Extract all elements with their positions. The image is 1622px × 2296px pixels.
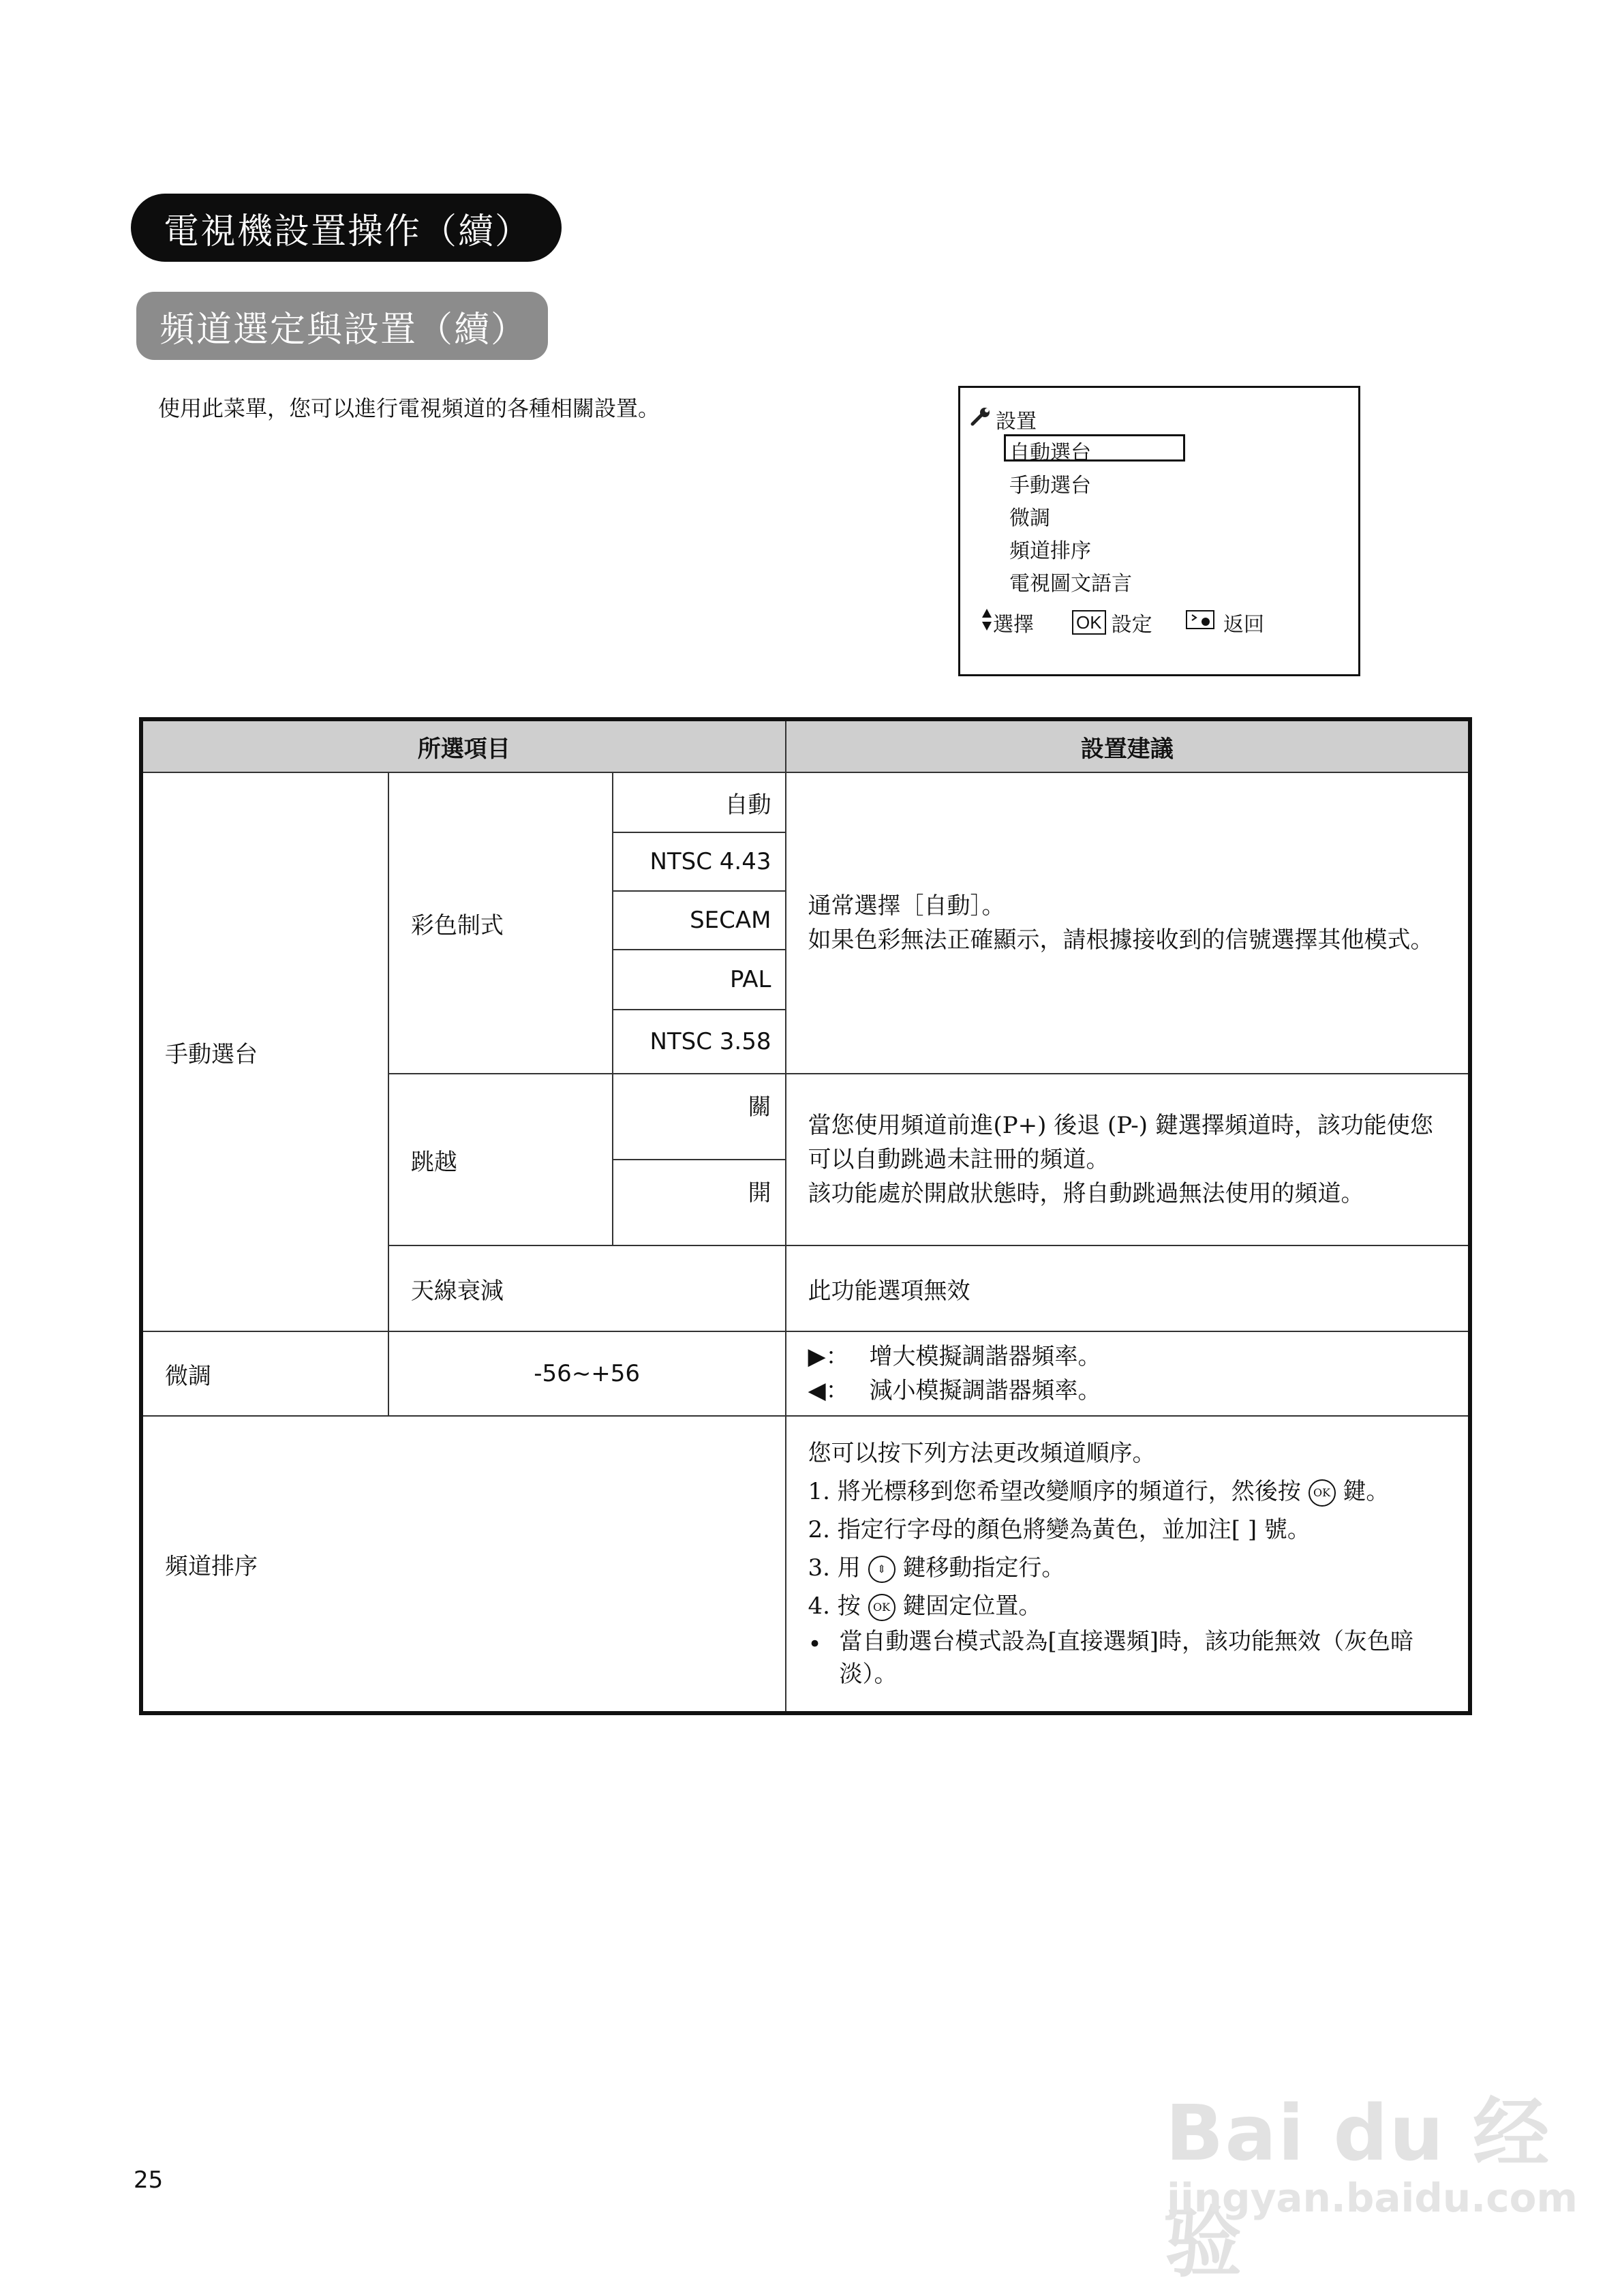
- skip-option-off: 關: [613, 1074, 786, 1160]
- settings-menu-illustration: [958, 386, 1360, 676]
- manual-tune-label: 手動選台: [141, 772, 388, 1331]
- attenuator-label: 天線衰減: [388, 1245, 786, 1331]
- color-system-label: 彩色制式: [388, 772, 613, 1074]
- updown-button-icon: ⇕: [868, 1556, 896, 1583]
- menu-footer-back: 返回: [1185, 607, 1264, 637]
- table-row: [141, 1331, 1470, 1416]
- menu-title: 設置: [970, 404, 1037, 434]
- color-option-auto: 自動: [613, 772, 786, 832]
- ok-button-icon: OK: [1309, 1479, 1336, 1507]
- ok-button-icon: OK: [868, 1594, 896, 1621]
- baidu-watermark-url: jingyan.baidu.com: [1167, 2175, 1578, 2221]
- color-system-advice: 通常選擇［自動］。 如果色彩無法正確顯示，請根據接收到的信號選擇其他模式。: [786, 772, 1471, 1074]
- menu-item-auto-tune: 自動選台: [1009, 441, 1091, 465]
- fine-tune-range: -56~+56: [388, 1331, 786, 1416]
- sort-step: 2. 指定行字母的顏色將變為黃色，並加注[ ] 號。: [808, 1516, 1311, 1543]
- header-selected-item: 所選項目: [141, 719, 786, 772]
- ok-key-icon: OK: [1072, 610, 1106, 635]
- section-title: 電視機設置操作（續）: [164, 211, 532, 252]
- menu-item-fine-tune: 微調: [1009, 507, 1050, 530]
- return-key-icon: [1185, 608, 1218, 637]
- skip-option-on: 開: [613, 1160, 786, 1245]
- subsection-title: 頻道選定與設置（續）: [159, 309, 528, 350]
- wrench-icon: [970, 406, 993, 432]
- fine-tune-advice: ▶： 增大模擬調諧器頻率。 ◀： 減小模擬調諧器頻率。: [786, 1331, 1471, 1416]
- subsection-title-banner: [136, 292, 548, 360]
- menu-item-manual-tune: 手動選台: [1009, 474, 1091, 498]
- menu-footer-select: 選擇: [981, 607, 1034, 637]
- color-option-secam: SECAM: [613, 891, 786, 950]
- settings-table: [139, 717, 1472, 1715]
- section-title-banner: [131, 194, 562, 262]
- table-row: [141, 772, 1470, 832]
- color-option-pal: PAL: [613, 950, 786, 1010]
- skip-advice: 當您使用頻道前進(P+) 後退 (P-) 鍵選擇頻道時，該功能使您可以自動跳過未註冊的頻道。 該功能處於開啟狀態時，將自動跳過無法使用的頻道。: [786, 1074, 1471, 1245]
- channel-sort-advice: 您可以按下列方法更改頻道順序。 1. 將光標移到您希望改變順序的頻道行，然後按 OK 鍵。 2. 指定行字母的顏色將變為黃色，並加注[ ] 號。 3. 用 ⇕ 鍵移動指定行。 4. 按 OK 鍵固定位置。 • 當自動選台模式設為[直接選頻]時，該功能無效（灰色暗淡）。: [786, 1416, 1471, 1713]
- sort-step: 1. 將光標移到您希望改變順序的頻道行，然後按 OK 鍵。: [808, 1478, 1390, 1505]
- sort-step: 3. 用 ⇕ 鍵移動指定行。: [808, 1554, 1065, 1582]
- header-advice: 設置建議: [786, 719, 1471, 772]
- skip-label: 跳越: [388, 1074, 613, 1245]
- attenuator-advice: 此功能選項無效: [786, 1245, 1471, 1331]
- color-option-ntsc443: NTSC 4.43: [613, 832, 786, 891]
- menu-footer-set: OK 設定: [1072, 607, 1152, 637]
- table-header-row: [141, 719, 1470, 772]
- channel-sort-label: 頻道排序: [141, 1416, 786, 1713]
- fine-tune-label: 微調: [141, 1331, 388, 1416]
- sort-note: • 當自動選台模式設為[直接選頻]時，該功能無效（灰色暗淡）。: [808, 1628, 1414, 1688]
- table-row: [141, 1416, 1470, 1713]
- menu-item-channel-sort: 頻道排序: [1009, 539, 1091, 563]
- menu-item-teletext-language: 電視圖文語言: [1009, 572, 1132, 596]
- page-number: 25: [134, 2166, 164, 2194]
- color-option-ntsc358: NTSC 3.58: [613, 1010, 786, 1074]
- intro-text: 使用此菜單，您可以進行電視頻道的各種相關設置。: [158, 395, 660, 421]
- updown-arrow-icon: [981, 607, 993, 637]
- baidu-watermark-logo: Bai du 经验: [1165, 2089, 1551, 2288]
- sort-step: 4. 按 OK 鍵固定位置。: [808, 1592, 1042, 1620]
